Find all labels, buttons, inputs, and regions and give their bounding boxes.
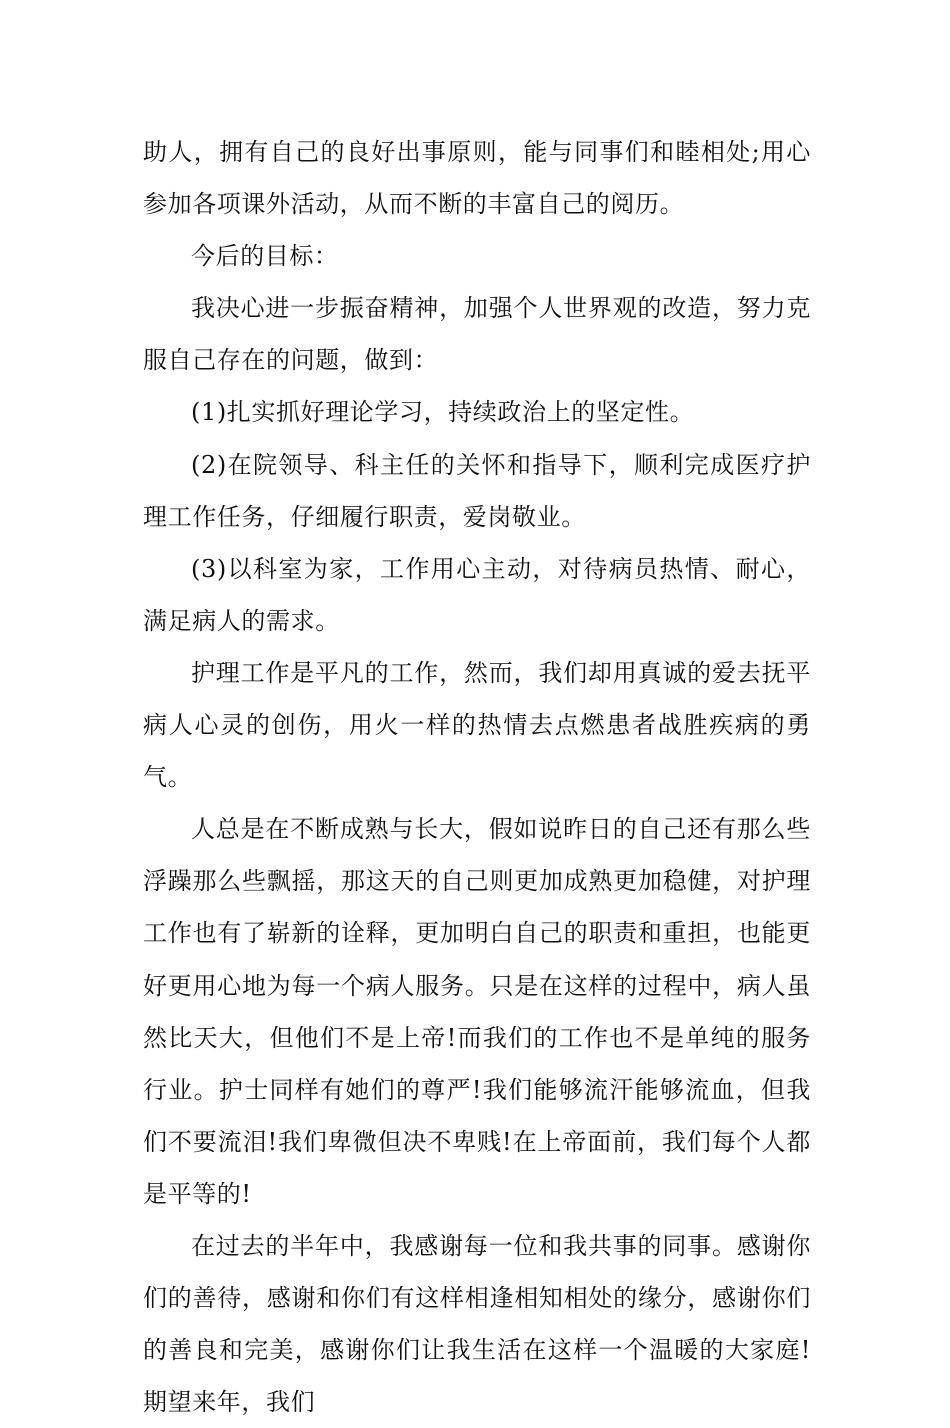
paragraph: 护理工作是平凡的工作，然而，我们却用真诚的爱去抚平病人心灵的创伤，用火一样的热情去点燃患者战胜疾病的勇气。 <box>143 658 811 792</box>
paragraph: (1)扎实抓好理论学习，持续政治上的坚定性。 <box>191 398 695 427</box>
paragraph: 助人，拥有自己的良好出事原则，能与同事们和睦相处;用心参加各项课外活动，从而不断的丰富自己的阅历。 <box>143 138 811 219</box>
paragraph: (2)在院领导、科主任的关怀和指导下，顺利完成医疗护理工作任务，仔细履行职责，爱岗敬业。 <box>143 450 811 531</box>
paragraph: 在过去的半年中，我感谢每一位和我共事的同事。感谢你们的善待，感谢和你们有这样相逢相知相处的缘分，感谢你们的善良和完美，感谢你们让我生活在这样一个温暖的大家庭!期望来年，我们 <box>143 1231 811 1417</box>
paragraph: (3)以科室为家，工作用心主动，对待病员热情、耐心，满足病人的需求。 <box>143 554 811 635</box>
paragraph: 人总是在不断成熟与长大，假如说昨日的自己还有那么些浮躁那么些飘摇，那这天的自己则更加成熟更加稳健，对护理工作也有了崭新的诠释，更加明白自己的职责和重担，也能更好更用心地为每一个病人服务。只是在这样的过程中，病人虽然比天大，但他们不是上帝!而我们的工作也不是单纯的服务行业。护士同样有她们的尊严!我们能够流汗能够流血，但我们不要流泪!我们卑微但决不卑贱!在上帝面前，我们每个人都是平等的! <box>143 815 811 1208</box>
paragraph: 今后的目标： <box>191 242 339 271</box>
paragraph: 我决心进一步振奋精神，加强个人世界观的改造，努力克服自己存在的问题，做到： <box>143 294 811 375</box>
document-body <box>143 126 811 1428</box>
